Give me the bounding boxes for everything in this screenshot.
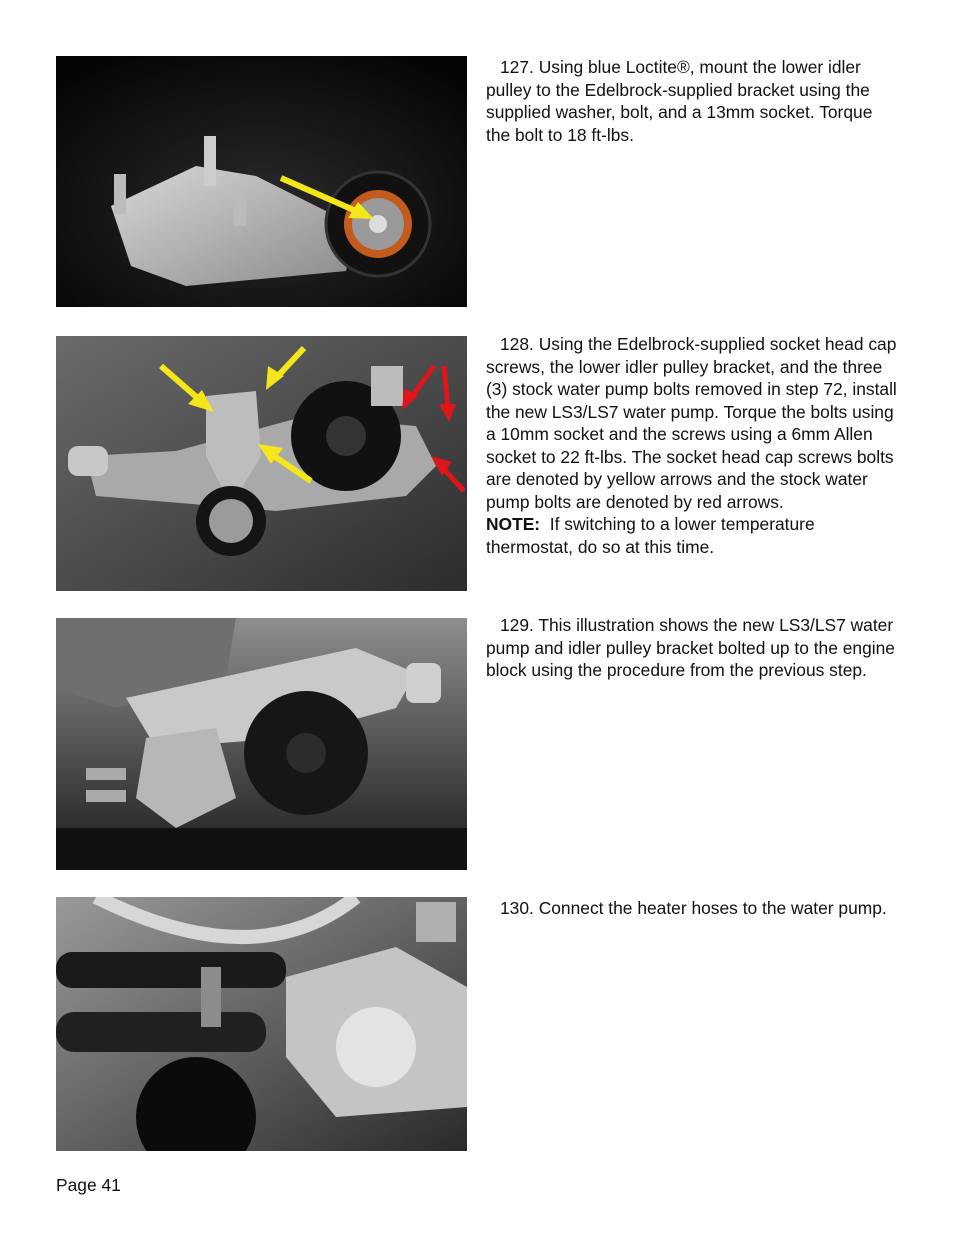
photo-step-128 — [56, 336, 467, 591]
step-note — [486, 513, 898, 558]
step-number: 130. — [500, 898, 534, 918]
step-text: Using the Edelbrock-supplied socket head cap screws, the lower idler pulley bracket, and the three (3) stock water pump bolts removed in step 72, install the new LS3/LS7 water pump. Torque the bolts using a 10mm socket and the screws using a 6mm Allen socket to 22 ft-lbs. The socket head cap screws bolts are denoted by yellow arrows and the stock water pump bolts are denoted by red arrows. — [486, 334, 897, 512]
step-128 — [486, 333, 898, 558]
heater-hoses-image — [56, 897, 467, 1151]
engine-block-water-pump-image — [56, 618, 467, 870]
step-number: 127. — [500, 57, 534, 77]
step-number: 129. — [500, 615, 534, 635]
step-129 — [486, 614, 898, 682]
step-130 — [486, 897, 898, 920]
note-label: NOTE: — [486, 514, 541, 534]
step-text: Using blue Loctite®, mount the lower idler pulley to the Edelbrock-supplied bracket using the supplied washer, bolt, and a 13mm socket. Torque the bolt to 18 ft-lbs. — [486, 57, 873, 145]
idler-pulley-bracket-image — [56, 56, 467, 307]
photo-step-130 — [56, 897, 467, 1151]
water-pump-assembly-image — [56, 336, 467, 591]
note-text: If switching to a lower temperature thermostat, do so at this time. — [486, 514, 815, 557]
page-number: Page 41 — [56, 1175, 121, 1195]
step-text: This illustration shows the new LS3/LS7 water pump and idler pulley bracket bolted up to the engine block using the procedure from the previous step. — [486, 615, 895, 680]
photo-step-129 — [56, 618, 467, 870]
photo-step-127 — [56, 56, 467, 307]
step-text: Connect the heater hoses to the water pump. — [538, 898, 887, 918]
step-number: 128. — [500, 334, 534, 354]
step-127 — [486, 56, 898, 146]
